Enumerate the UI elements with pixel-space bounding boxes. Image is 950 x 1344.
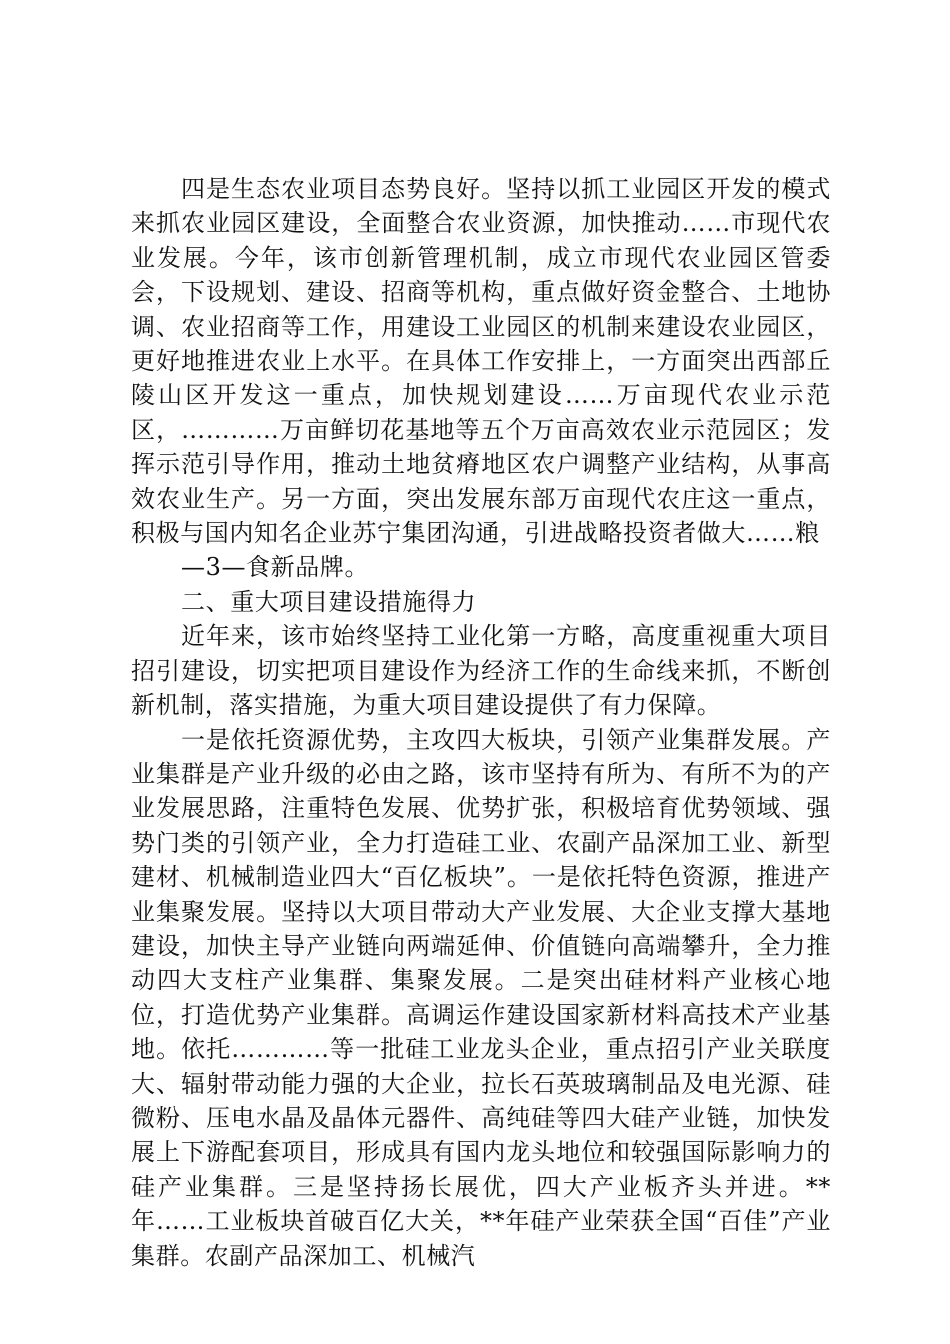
paragraph-industry-clusters: 一是依托资源优势，主攻四大板块，引领产业集群发展。产业集群是产业升级的必由之路，该市坚持有所为、有所不为的产业发展思路，注重特色发展、优势扩张，积极培育优势领域、强势门类的引领产业，全力打造硅工业、农副产品深加工业、新型建材、机械制造业四大“百亿板块”。一是依托特色资源，推进产业集聚发展。坚持以大项目带动大产业发展、大企业支撑大基地建设，加快主导产业链向两端延伸、价值链向高端攀升，全力推动四大支柱产业集群、集聚发展。二是突出硅材料产业核心地位，打造优势产业集群。高调运作建设国家新材料高技术产业基地。依托…………等一批硅工业龙头企业，重点招引产业关联度大、辐射带动能力强的大企业，拉长石英玻璃制品及电光源、硅微粉、压电水晶及晶体元器件、高纯硅等四大硅产业链，加快发展上下游配套项目，形成具有国内龙头地位和较强国际影响力的硅产业集群。三是坚持扬长展优，四大产业板齐头并进。**年……工业板块首破百亿大关，**年硅产业荣获全国“百佳”产业集群。农副产品深加工、机械汽: [131, 725, 831, 1270]
paragraph-ecological-agriculture: 四是生态农业项目态势良好。坚持以抓工业园区开发的模式来抓农业园区建设，全面整合农业资源，加快推动……市现代农业发展。今年，该市创新管理机制，成立市现代农业园区管委会，下设规划、建设、招商等机构，重点做好资金整合、土地协调、农业招商等工作，用建设工业园区的机制来建设农业园区，更好地推进农业上水平。在具体工作安排上，一方面突出西部丘陵山区开发这一重点，加快规划建设……万亩现代农业示范区，…………万亩鲜切花基地等五个万亩高效农业示范园区；发挥示范引导作用，推动土地贫瘠地区农户调整产业结构，从事高效农业生产。另一方面，突出发展东部万亩现代农庄这一重点，积极与国内知名企业苏宁集团沟通，引进战略投资者做大……粮: [131, 175, 831, 548]
paragraph-intro: 近年来，该市始终坚持工业化第一方略，高度重视重大项目招引建设，切实把项目建设作为经济工作的生命线来抓，不断创新机制，落实措施，为重大项目建设提供了有力保障。: [131, 622, 831, 720]
section-heading: 二、重大项目建设措施得力: [181, 587, 477, 616]
paragraph-page-marker: —3—食新品牌。: [181, 553, 370, 582]
body-text: [131, 172, 831, 1273]
